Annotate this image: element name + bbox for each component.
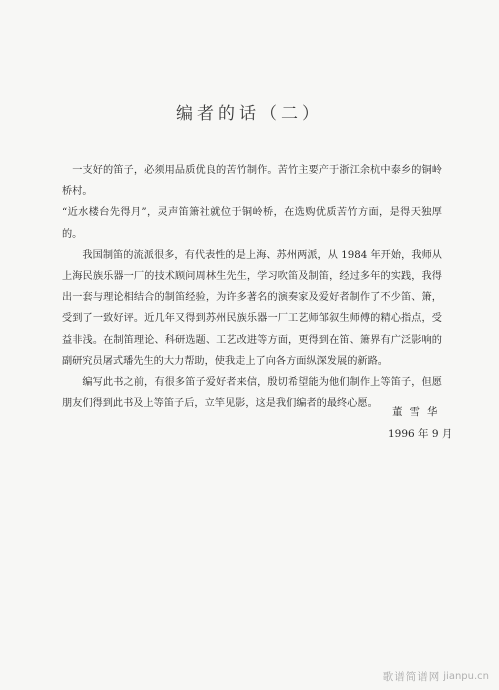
- watermark-site-name: 歌谱简谱网: [382, 671, 441, 683]
- watermark: [383, 669, 489, 684]
- paragraph-1: 一支好的笛子，必须用品质优良的苦竹制作。苦竹主要产于浙江余杭中泰乡的铜岭桥村。: [62, 165, 442, 198]
- signature-name: 董雪华: [392, 406, 445, 418]
- body-text: [62, 160, 442, 414]
- signature-date: 1996 年 9 月: [388, 428, 453, 440]
- page-title: 编者的话（二）: [176, 104, 323, 124]
- watermark-url: jianpu.cn: [443, 671, 489, 682]
- paragraph-3: 我国制笛的流派很多，有代表性的是上海、苏州两派，从 1984 年开始，我师从上海民族乐器一厂的技术顾问周林生先生，学习吹笛及制笛，经过多年的实践，我得出一套与理论相结合的制笛经验，为许多著名的演奏家及爱好者制作了不少笛、箫，受到了一致好评。近几年又得到苏州民族乐器一厂工艺师邹叙生师傅的精心指点，受益非浅。在制笛理论、科研选题、工艺改进等方面，更得到在笛、箫界有广泛影响的副研究员屠式璠先生的大力帮助，使我走上了向各方面纵深发展的新路。: [62, 249, 442, 367]
- paragraph-4: 编写此书之前，有很多笛子爱好者来信，殷切希望能为他们制作上等笛子，但愿朋友们得到此书及上等笛子后，立竿见影，这是我们编者的最终心愿。: [62, 377, 442, 410]
- paragraph-2: “近水楼台先得月”，灵声笛箫社就位于铜岭桥，在选购优质苦竹方面，是得天独厚的。: [62, 207, 442, 240]
